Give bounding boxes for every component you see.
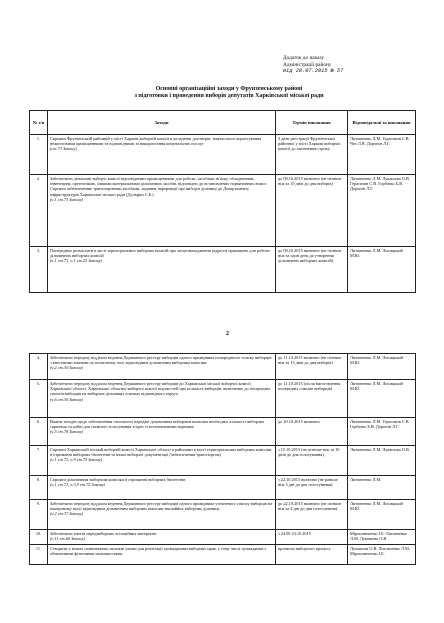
measure-cell [48, 175, 276, 247]
deadline-cell: з 22.10.2015 включно (не раніше ніж 3 дні до дня голосування) [276, 476, 348, 500]
measure-text: Забезпечити дільничні виборчі комісії відповідними приміщеннями для роботи, засобами зв'язку, обладнанням, інвентарем, оргтехнікою, іншими матеріальними дільничних засобів, відповідно до встановлених нормативних вимог. Сприяти забезпеченню транспортними засобами, надання інформації про виборчі дільниці до Департаменту інфраструктури Харківської міської ради (Дульфан С.Б.) [50, 176, 267, 197]
deadline-cell: до 08.10.2015 включно (не пізніше ніж за один день до утворення дільничних виборчих комісій) [276, 247, 348, 293]
document-title [95, 86, 363, 101]
law-reference: (ч.5 ст.78 Закону) [50, 429, 84, 435]
row-number: 2. [30, 175, 48, 247]
measure-text: Забезпечити знаття передвиборних агітаційних матеріалів [50, 531, 157, 536]
deadline-cell: з 15.10.2015 (не пізніше ніж за 10 днів до дня голосування) [276, 446, 348, 476]
measure-text: Забезпечити передачу відділом ведення Державного реєстру виборців одного примірника попереднього списку виборців з внесеними змінами по поштовому полі відповідним дільничним виборчим комісіям [50, 355, 272, 366]
measure-text: Створити у межах повноважень належні умови для реалізації громадянами виборчих прав, у тому числі громадянам з обмеженими фізичними можливостями [50, 546, 266, 557]
measures-table-page-1 [29, 110, 416, 293]
responsible-cell: Литовченко Л.М. Лукашова О.В. Герасимів С.В. Горбатко Б.В. Доронін Л.Г. [348, 175, 416, 247]
deadline-cell: до 22.10.2015 включно (не пізніше ніж за 2 дні до дня голосування) [276, 500, 348, 530]
appendix-line-1: Додаток до наказу [283, 55, 325, 61]
measure-text: Сприяти Харківській міській виборчій комісії Харківської області в районами в місті територіальним виборчим комісіям в отриманні виборчих бюлетенів та іншої виборчої документації (забезпечення транспортом) [50, 447, 272, 458]
responsible-cell: Литовченко Л.М. Лисицький М.Ю. [348, 354, 416, 380]
responsible-cell: Литовченко Л.М. Лисицький М.Ю. [348, 380, 416, 418]
responsible-cell: Литовченко Л.М. [348, 476, 416, 500]
law-reference: (ч.1 ст.73, ч.3,9 ст.75 Закону) [50, 482, 106, 488]
row-number: 7. [30, 446, 48, 476]
measure-cell [48, 476, 276, 500]
measure-cell [48, 247, 276, 293]
law-reference: (ч.6 ст.30 Закону) [50, 396, 84, 402]
deadline-cell: до 11.10.2015 (після виготовлення попередніх списків виборців) [276, 380, 348, 418]
law-reference: (ч.2 ст.30 Закону) [50, 365, 84, 371]
title-line-1: Основні організаційні заходи у Фрунзенському районі [155, 86, 303, 92]
measure-text: Сприяти Фрунзенській районній у місті Харкові виборчій комісії в укладенні договорів, тимчасового користування нежитловими приміщеннями та відповідними за використання комунальних послуг [50, 136, 262, 147]
responsible-cell: Литовченко Л.М. Лукашова О.В. [348, 446, 416, 476]
deadline-cell: до 11.10.2015 включно (не пізніше ніж за 13 днів до дня виборів) [276, 354, 348, 380]
appendix-line-2: Адміністрації району [283, 61, 332, 68]
deadline-cell: з 24.00 23.10.2015 [276, 530, 348, 545]
table-row [30, 446, 416, 476]
title-line-2: з підготовки і проведення виборів депутатів Харківської міської ради [134, 93, 324, 100]
measure-cell [48, 446, 276, 476]
header-num: № з/п [30, 111, 48, 135]
table-row [30, 175, 416, 247]
deadline-cell: протягом виборчого процесу [276, 545, 348, 565]
table-row [30, 135, 416, 175]
measure-text: Сприяти дільничним виборчим комісіям в отриманні виборчих бюлетенів [50, 477, 186, 482]
table-header-row [30, 111, 416, 135]
measure-cell [48, 354, 276, 380]
responsible-cell: Литовченко Л.М. Герасимів С.В. Чех Л.В. Доронін Л.Г. [348, 135, 416, 175]
measure-text: Вжити заходів щодо забезпечення своєчасної передачі дільничним виборчим комісіям необхідної кількості виборчих скриньок та кабін для таємного голосування згідно зі встановленими нормами [50, 419, 265, 430]
appendix-note [283, 55, 343, 75]
measures-table-page-2 [29, 353, 416, 565]
measure-text: Попередньо розмістити в місті територіальних виборчих комісій про місцезнаходження (адреси) приміщень для роботи дільничних виборчих комісій [50, 248, 270, 259]
table-row [30, 476, 416, 500]
measure-text: Забезпечити передачу відділом ведення Державного реєстру виборців до Харківської міської виборчої комісії Харківської області, Харківської обласної виборчої комісії відомостей про кількість виборців, включених до попередніх списків виборців на виборчих дільницях в межах відповідного округу [50, 381, 271, 397]
measure-cell [48, 530, 276, 545]
measure-cell [48, 418, 276, 446]
row-number: 6. [30, 418, 48, 446]
header-responsible: Відповідальні за виконання [348, 111, 416, 135]
table-row [30, 247, 416, 293]
page-number: 2 [226, 331, 229, 337]
responsible-cell: Литовченко Л.М. Герасимів С.В. Горбатко Б.В. Доронін Л.Г. [348, 418, 416, 446]
measure-cell [48, 545, 276, 565]
law-reference: (ч.11 ст.60 Закону) [50, 536, 85, 542]
header-measure: Заходи [48, 111, 276, 135]
measure-cell [48, 500, 276, 530]
appendix-date-number: від 20.07.2015 № 57 [283, 68, 344, 75]
law-reference: (ст.73 Закону) [50, 146, 77, 152]
header-deadline: Термін виконання [276, 111, 348, 135]
law-reference: (ч.1 ст.73 Закону) [50, 196, 84, 202]
table-row [30, 354, 416, 380]
row-number: 9. [30, 500, 48, 530]
responsible-cell: Литовченко Л.М. Лисицький М.Ю. [348, 247, 416, 293]
law-reference: (ч.2 ст.37 Закону) [50, 511, 84, 517]
row-number: 3. [30, 247, 48, 293]
responsible-cell: Лукашова О.В. Литовченко Л.М. Мірошниченко І.Б. [348, 545, 416, 565]
table-row [30, 418, 416, 446]
row-number: 10. [30, 530, 48, 545]
deadline-cell: З дати реєстрації Фрунзенської районної у місті Харкові виборчої комісії до закінчення строку [276, 135, 348, 175]
measure-text: Забезпечити передачу відділом ведення Державного реєстру виборців одного примірника уточненого списку виборців на паперовому носії відповідним дільничним виборчим комісіям звичайних виборчих дільниць [50, 501, 273, 512]
table-row [30, 545, 416, 565]
table-row [30, 500, 416, 530]
table-row [30, 530, 416, 545]
row-number: 4. [30, 354, 48, 380]
table-row [30, 380, 416, 418]
responsible-cell: Мірошниченко І.Б. Литовченко Л.М. Лукашова О.В. [348, 530, 416, 545]
law-reference: (ч.1 ст.73, ч.1 ст.25 Закону) [50, 258, 102, 264]
law-reference: (ч.1 ст.73, ч.9 ст.75 Закону) [50, 457, 102, 463]
row-number: 11. [30, 545, 48, 565]
measure-cell [48, 380, 276, 418]
responsible-cell: Литовченко Л.М. Лисицький М.Ю. [348, 500, 416, 530]
deadline-cell: до 20.10.2015 включно [276, 418, 348, 446]
row-number: 8. [30, 476, 48, 500]
row-number: 5. [30, 380, 48, 418]
row-number: 1. [30, 135, 48, 175]
deadline-cell: до 08.10.2015 включно (не пізніше ніж за 15 днів до дня виборів) [276, 175, 348, 247]
measure-cell [48, 135, 276, 175]
